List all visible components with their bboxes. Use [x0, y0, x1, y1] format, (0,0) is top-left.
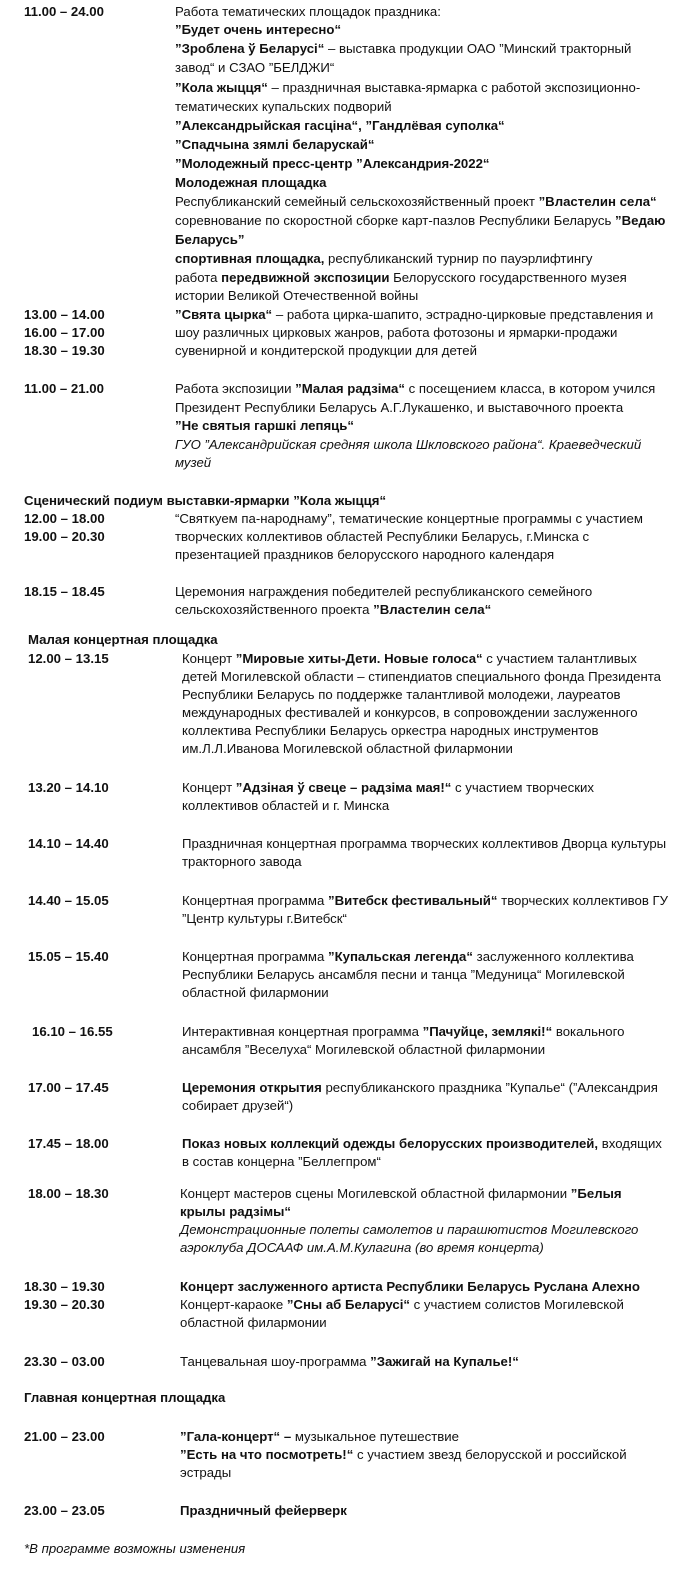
- text-line: Концерт заслуженного артиста Республики Беларусь Руслана Алехно: [180, 1279, 640, 1294]
- text-line: областной филармонии: [182, 985, 329, 1000]
- text-line: коллектива Республики Беларусь оркестра народных инструментов: [182, 723, 599, 738]
- text-line: крылы радзімы“: [180, 1204, 291, 1219]
- time-slot: 23.30 – 03.00: [24, 1354, 105, 1369]
- text-line: им.Л.Л.Иванова Могилевской областной филармонии: [182, 741, 513, 756]
- text-line: Церемония награждения победителей республиканского семейного: [175, 584, 593, 599]
- text-line: областной филармонии: [180, 1315, 327, 1330]
- time-slot: 18.30 – 19.30: [24, 1279, 105, 1294]
- text-line: Демонстрационные полеты самолетов и парашютистов Могилевского: [180, 1222, 639, 1237]
- time-slot: 18.15 – 18.45: [24, 584, 105, 599]
- text-line: истории Великой Отечественной войны: [175, 288, 419, 303]
- text-line: ГУО ”Александрийская средняя школа Шкловского района“. Краеведческий: [175, 437, 642, 452]
- text-line: ”Зроблена ў Беларусі“ – выставка продукции ОАО ”Минский тракторный: [175, 41, 632, 56]
- text-line: Республики Беларусь по поддержке талантливой молодежи, лауреатов: [182, 687, 621, 702]
- text-line: Праздничный фейерверк: [180, 1503, 347, 1518]
- text-line: ансамбля ”Веселуха“ Могилевской областной филармонии: [182, 1042, 546, 1057]
- text-line: завод“ и СЗАО ”БЕЛДЖИ“: [175, 60, 335, 75]
- text-line: Концерт ”Адзіная ў свеце – радзіма мая!“ с участием творческих: [182, 780, 594, 795]
- text-line: ”Будет очень интересно“: [175, 22, 342, 37]
- footnote: *В программе возможны изменения: [24, 1541, 246, 1556]
- text-line: собирает друзей“): [182, 1098, 294, 1113]
- text-line: “Святкуем па-народнаму”, тематические концертные программы с участием: [175, 511, 643, 526]
- time-slot: 11.00 – 21.00: [24, 381, 104, 396]
- time-slot: 23.00 – 23.05: [24, 1503, 105, 1518]
- text-line: Республиканский семейный сельскохозяйственный проект ”Властелин села“: [175, 194, 657, 209]
- text-line: Беларусь”: [175, 232, 245, 247]
- section-header: Главная концертная площадка: [24, 1390, 226, 1405]
- time-slot: 18.00 – 18.30: [28, 1186, 109, 1201]
- time-slot: 17.00 – 17.45: [28, 1080, 109, 1095]
- section-header: Малая концертная площадка: [28, 632, 218, 647]
- text-line: ”Есть на что посмотреть!“ с участием звезд белорусской и российской: [180, 1447, 627, 1462]
- text-line: презентацией праздников белорусского народного календаря: [175, 547, 555, 562]
- text-line: тракторного завода: [182, 854, 302, 869]
- text-line: Интерактивная концертная программа ”Пачуйце, землякі!“ вокального: [182, 1024, 625, 1039]
- text-line: ”Александрыйская гасціна“, ”Гандлёвая суполка“: [175, 118, 505, 133]
- time-slot: 12.00 – 18.00: [24, 511, 105, 526]
- text-line: Президент Республики Беларусь А.Г.Лукашенко, и выставочного проекта: [175, 400, 624, 415]
- time-slot: 21.00 – 23.00: [24, 1429, 105, 1444]
- text-line: шоу различных цирковых жанров, работа фотозоны и ярмарки-продажи: [175, 325, 618, 340]
- text-line: сельскохозяйственного проекта ”Властелин села“: [175, 602, 492, 617]
- text-line: музей: [175, 455, 212, 470]
- text-line: ”Гала-концерт“ – музыкальное путешествие: [180, 1429, 459, 1444]
- text-line: Концерт мастеров сцены Могилевской областной филармонии ”Белыя: [180, 1186, 622, 1201]
- text-line: Церемония открытия республиканского праздника ”Купалье“ (”Александрия: [182, 1080, 658, 1095]
- section-header: Сценический подиум выставки-ярмарки ”Кола жыцця“: [24, 493, 387, 508]
- text-line: Молодежная площадка: [175, 175, 327, 190]
- text-line: Праздничная концертная программа творческих коллективов Дворца культуры: [182, 836, 667, 851]
- time-slot: 14.10 – 14.40: [28, 836, 109, 851]
- time-slot: 11.00 – 24.00: [24, 4, 104, 19]
- text-line: ”Свята цырка“ – работа цирка-шапито, эстрадно-цирковые представления и: [175, 307, 654, 322]
- text-line: Республики Беларусь ансамбля песни и танца ”Медуница“ Могилевской: [182, 967, 625, 982]
- time-slot: 14.40 – 15.05: [28, 893, 109, 908]
- text-line: аэроклуба ДОСААФ им.А.М.Кулагина (во время концерта): [180, 1240, 544, 1255]
- time-slot: 12.00 – 13.15: [28, 651, 109, 666]
- text-line: ”Молодежный пресс-центр ”Александрия-2022“: [175, 156, 490, 171]
- text-line: эстрады: [180, 1465, 232, 1480]
- time-slot: 15.05 – 15.40: [28, 949, 109, 964]
- text-line: ”Не святыя гаршкі лепяць“: [175, 418, 354, 433]
- time-slot: 13.20 – 14.10: [28, 780, 109, 795]
- text-line: ”Центр культуры г.Витебск“: [182, 911, 347, 926]
- time-slot: 13.00 – 14.00: [24, 307, 105, 322]
- text-line: детей Могилевской области – стипендиатов специального фонда Президента: [182, 669, 661, 684]
- text-line: Работа экспозиции ”Малая радзіма“ с посещением класса, в котором учился: [175, 381, 656, 396]
- time-slot: 17.45 – 18.00: [28, 1136, 109, 1151]
- time-slot: 18.30 – 19.30: [24, 343, 105, 358]
- time-slot: 19.00 – 20.30: [24, 529, 105, 544]
- text-line: соревнование по скоростной сборке карт-пазлов Республики Беларусь ”Ведаю: [175, 213, 666, 228]
- text-line: Концерт-караоке ”Сны аб Беларусі“ с участием солистов Могилевской: [180, 1297, 624, 1312]
- text-line: спортивная площадка, республиканский турнир по пауэрлифтингу: [175, 251, 593, 266]
- text-line: сувенирной и кондитерской продукции для детей: [175, 343, 477, 358]
- text-line: международных фестивалей и конкурсов, в сопровождении заслуженного: [182, 705, 638, 720]
- text-line: работа передвижной экспозиции Белорусского государственного музея: [175, 270, 627, 285]
- text-line: Работа тематических площадок праздника:: [175, 4, 441, 19]
- text-line: Концертная программа ”Витебск фестивальный“ творческих коллективов ГУ: [182, 893, 669, 908]
- time-slot: 16.10 – 16.55: [32, 1024, 113, 1039]
- text-line: коллективов областей и г. Минска: [182, 798, 390, 813]
- time-slot: 16.00 – 17.00: [24, 325, 105, 340]
- text-line: в состав концерна ”Беллегпром“: [182, 1154, 381, 1169]
- text-line: Концерт ”Мировые хиты-Дети. Новые голоса“ с участием талантливых: [182, 651, 637, 666]
- text-line: ”Кола жыцця“ – праздничная выставка-ярмарка с работой экспозиционно-: [175, 80, 641, 95]
- time-slot: 19.30 – 20.30: [24, 1297, 105, 1312]
- text-line: тематических купальских подворий: [175, 99, 392, 114]
- text-line: творческих коллективов областей Республики Беларусь, г.Минска с: [175, 529, 590, 544]
- text-line: Концертная программа ”Купальская легенда“ заслуженного коллектива: [182, 949, 634, 964]
- text-line: Показ новых коллекций одежды белорусских производителей, входящих: [182, 1136, 662, 1151]
- text-line: Танцевальная шоу-программа ”Зажигай на Купалье!“: [180, 1354, 519, 1369]
- text-line: ”Спадчына зямлі беларускай“: [175, 137, 375, 152]
